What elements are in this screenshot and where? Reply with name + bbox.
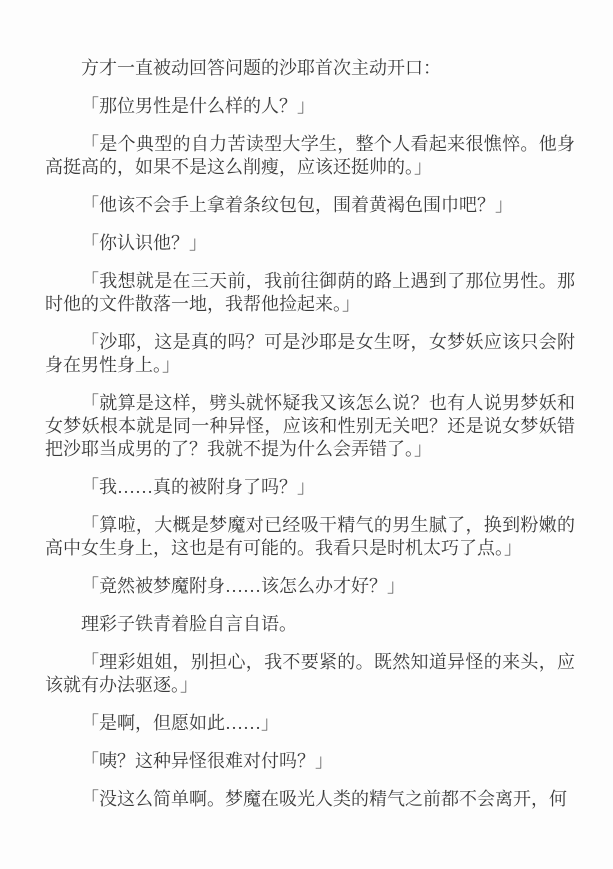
paragraph-narration: 方才一直被动回答问题的沙耶首次主动开口： — [81, 58, 441, 78]
paragraph-dialogue: 「是个典型的自力苦读型大学生，整个人看起来很憔悴。他身高挺高的，如果不是这么削瘦，应该还挺帅的。」 — [45, 134, 575, 177]
paragraph-dialogue: 「就算是这样，劈头就怀疑我又该怎么说？也有人说男梦妖和女梦妖根本就是同一种异怪，应该和性别无关吧？还是说女梦妖错把沙耶当成男的了？我就不提为什么会弄错了。」 — [45, 393, 575, 459]
paragraph-dialogue: 「我……真的被附身了吗？」 — [81, 477, 315, 497]
paragraph-dialogue: 「你认识他？」 — [81, 233, 207, 253]
text-column — [45, 57, 575, 811]
paragraph-dialogue: 「他该不会手上拿着条纹包包，围着黄褐色围巾吧？」 — [81, 195, 513, 215]
paragraph-dialogue: 「咦？这种异怪很难对付吗？」 — [81, 751, 333, 771]
paragraph-dialogue: 「竟然被梦魔附身……该怎么办才好？」 — [81, 576, 405, 596]
paragraph-dialogue: 「理彩姐姐，别担心，我不要紧的。既然知道异怪的来头，应该就有办法驱逐。」 — [45, 652, 575, 695]
paragraph-dialogue: 「没这么简单啊。梦魔在吸光人类的精气之前都不会离开，何 — [81, 789, 567, 809]
paragraph-dialogue: 「那位男性是什么样的人？」 — [81, 96, 315, 116]
paragraph-narration: 理彩子铁青着脸自言自语。 — [81, 614, 297, 634]
paragraph-dialogue: 「我想就是在三天前，我前往御荫的路上遇到了那位男性。那时他的文件散落一地，我帮他捡起来。」 — [45, 271, 575, 314]
paragraph-dialogue: 「是啊，但愿如此……」 — [81, 713, 279, 733]
paragraph-dialogue: 「沙耶，这是真的吗？可是沙耶是女生呀，女梦妖应该只会附身在男性身上。」 — [45, 332, 575, 375]
paragraph-dialogue: 「算啦，大概是梦魔对已经吸干精气的男生腻了，换到粉嫩的高中女生身上，这也是有可能的。我看只是时机太巧了点。」 — [45, 515, 575, 558]
